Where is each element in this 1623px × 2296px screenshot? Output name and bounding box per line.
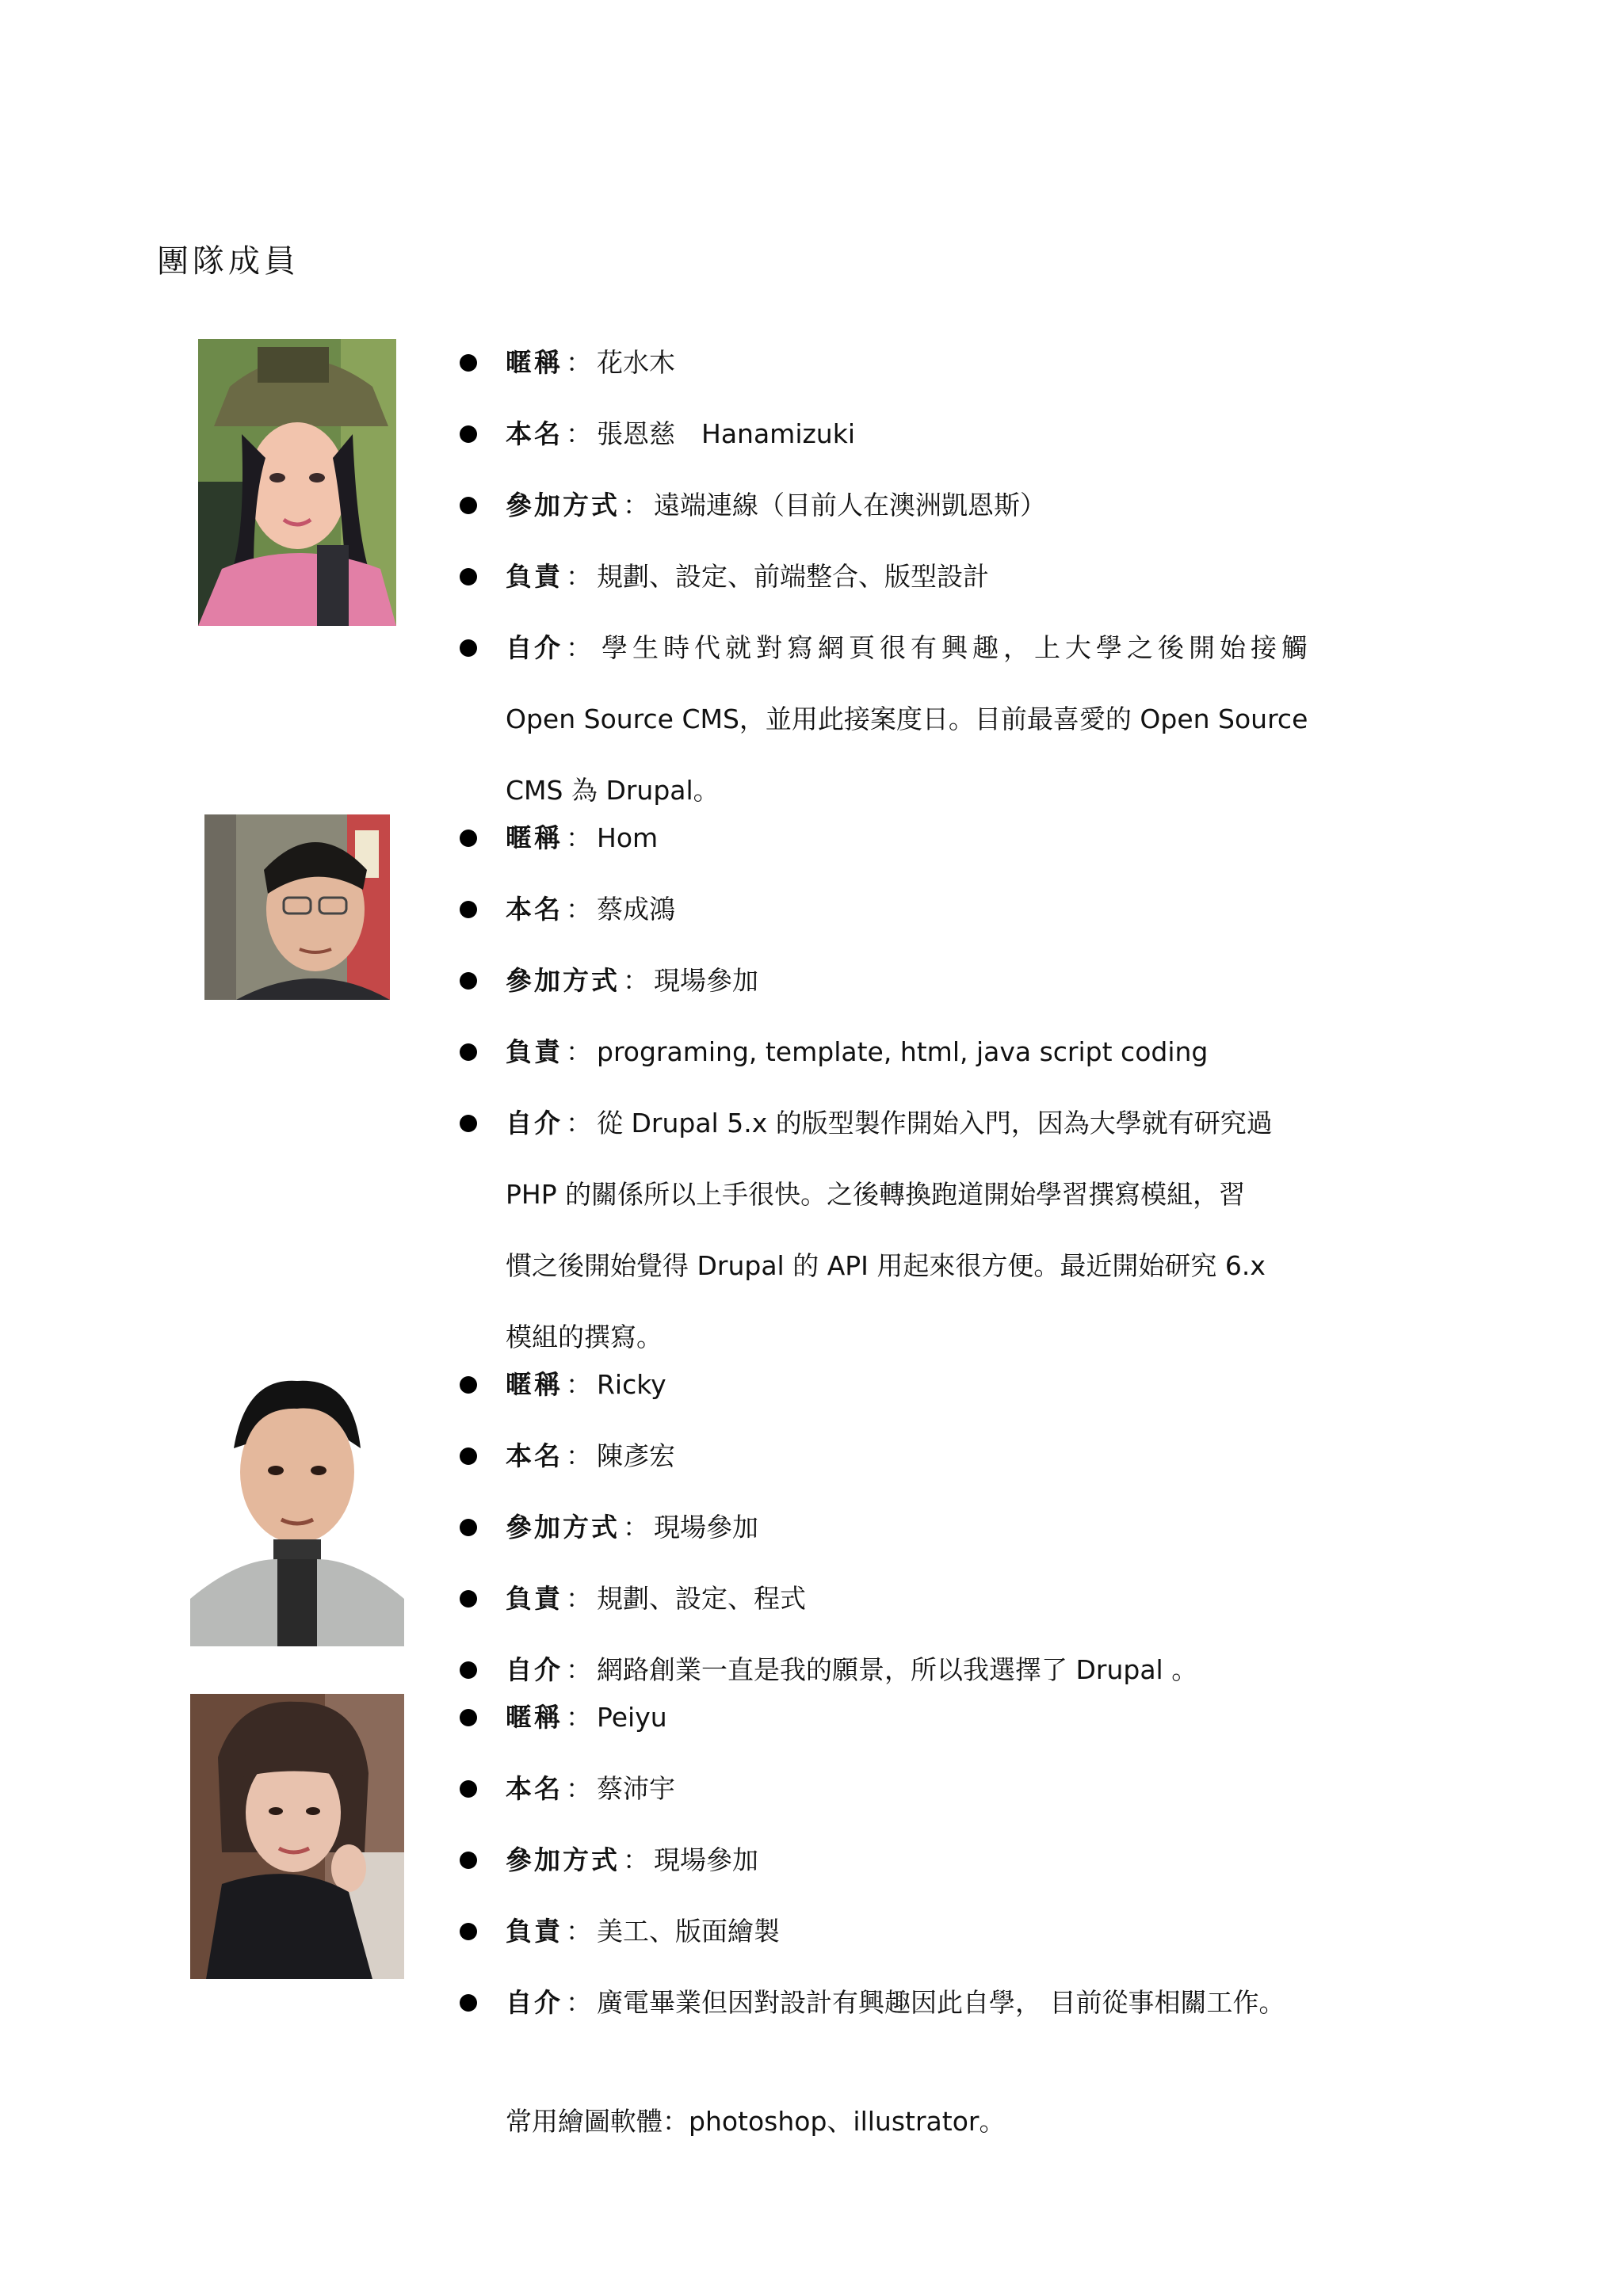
duty-value: 規劃、設定、前端整合、版型設計 [597,561,989,592]
nickname-value: 花水木 [597,347,675,378]
realname-value: 張恩慈 Hanamizuki [597,418,856,449]
colon: ： [566,1702,592,1733]
intro-item [453,1100,1325,1385]
intro-item [453,624,1325,838]
bullet-icon [460,1852,477,1869]
duty-value: 美工、版面繪製 [597,1916,780,1947]
nickname-item [453,1694,1325,1765]
join-item [453,482,1325,553]
colon: ： [623,1512,649,1543]
intro-item [453,1646,1325,1694]
join-item [453,1504,1325,1575]
colon: ： [566,1369,592,1400]
duty-label: 負責 [506,1036,563,1067]
colon: ： [566,822,592,853]
intro-line: 網路創業一直是我的願景，所以我選擇了 Drupal 。 [597,1654,1198,1685]
realname-item [453,1765,1325,1836]
bullet-icon [460,1661,477,1679]
bullet-icon [460,497,477,514]
bullet-icon [460,568,477,585]
bullet-icon [460,1519,477,1536]
join-label: 參加方式 [506,1844,620,1875]
duty-item [453,1908,1325,1979]
colon: ： [566,1916,592,1947]
colon: ： [623,490,649,521]
duty-item [453,1575,1325,1646]
bullet-icon [460,1376,477,1394]
bullet-icon [460,1447,477,1465]
member-photo [204,814,390,1000]
intro-item [453,1979,1325,2169]
member-photo [190,1361,404,1646]
colon: ： [566,1440,592,1471]
intro-label: 自介 [506,632,563,663]
join-value: 現場參加 [654,965,758,996]
intro-rest [506,1171,1325,1385]
member-photo-image [198,339,396,626]
nickname-item [453,1361,1325,1432]
duty-label: 負責 [506,1916,563,1947]
duty-value: programing, template, html, java script coding [597,1036,1209,1067]
join-item [453,957,1325,1028]
bullet-icon [460,425,477,443]
colon: ： [566,1036,592,1067]
realname-value: 蔡成鴻 [597,894,675,925]
colon: ： [566,632,597,663]
duty-value: 規劃、設定、程式 [597,1583,806,1614]
realname-label: 本名 [506,418,563,449]
colon: ： [566,894,592,925]
realname-item [453,410,1325,482]
realname-label: 本名 [506,1440,563,1471]
bullet-icon [460,1709,477,1726]
join-label: 參加方式 [506,965,620,996]
colon: ： [566,418,592,449]
intro-line: 常用繪圖軟體：photoshop、illustrator。 [506,2106,1006,2137]
duty-label: 負責 [506,1583,563,1614]
nickname-value: Hom [597,822,659,853]
colon: ： [566,1654,592,1685]
colon: ： [566,1773,592,1804]
intro-label: 自介 [506,1108,563,1138]
bullet-icon [460,354,477,372]
member-info-list [453,339,1325,838]
colon: ： [566,561,592,592]
join-label: 參加方式 [506,490,620,521]
bullet-icon [460,830,477,847]
realname-item [453,1432,1325,1504]
intro-line: 學生時代就對寫網頁很有興趣，上大學之後開始接觸 [601,632,1312,663]
bullet-icon [460,1994,477,2012]
duty-item [453,553,1325,624]
member-info-list [453,814,1325,1385]
intro-label: 自介 [506,1987,563,2018]
intro-line: 模組的撰寫。 [506,1322,663,1352]
bullet-icon [460,1923,477,1940]
join-value: 現場參加 [654,1512,758,1543]
intro-line: CMS 為 Drupal。 [506,775,720,806]
duty-label: 負責 [506,561,563,592]
nickname-label: 暱稱 [506,347,563,378]
intro-line: 從 Drupal 5.x 的版型製作開始入門，因為大學就有研究過 [597,1108,1273,1138]
member-photo-image [190,1694,404,1979]
nickname-value: Ricky [597,1369,666,1400]
join-value: 遠端連線（目前人在澳洲凱恩斯） [654,490,1046,521]
nickname-label: 暱稱 [506,1702,563,1733]
nickname-label: 暱稱 [506,1369,563,1400]
bullet-icon [460,972,477,990]
join-item [453,1836,1325,1908]
member-photo-image [204,814,390,1000]
nickname-item [453,814,1325,886]
join-label: 參加方式 [506,1512,620,1543]
bullet-icon [460,1590,477,1608]
bullet-icon [460,639,477,657]
intro-first-line [506,1646,1325,1694]
colon: ： [623,1844,649,1875]
intro-first-line [506,1100,1325,1171]
member-info-list [453,1361,1325,1694]
realname-item [453,886,1325,957]
realname-label: 本名 [506,1773,563,1804]
nickname-value: Peiyu [597,1702,667,1733]
colon: ： [566,1583,592,1614]
realname-value: 蔡沛宇 [597,1773,675,1804]
intro-rest [506,2058,1325,2169]
intro-line: Open Source CMS，並用此接案度日。目前最喜愛的 Open Source [506,704,1308,734]
bullet-icon [460,1043,477,1061]
realname-label: 本名 [506,894,563,925]
member-photo [198,339,396,626]
member-info-list [453,1694,1325,2169]
colon: ： [566,1987,592,2018]
colon: ： [623,965,649,996]
section-title: 團隊成員 [157,243,300,280]
colon: ： [566,1108,592,1138]
intro-label: 自介 [506,1654,563,1685]
intro-first-line [506,624,1325,696]
member-photo [190,1694,404,1979]
intro-line: 慣之後開始覺得 Drupal 的 API 用起來很方便。最近開始研究 6.x [506,1250,1266,1281]
duty-item [453,1028,1325,1100]
intro-line: PHP 的關係所以上手很快。之後轉換跑道開始學習撰寫模組，習 [506,1179,1246,1210]
bullet-icon [460,1115,477,1132]
member-photo-image [190,1361,404,1646]
nickname-item [453,339,1325,410]
bullet-icon [460,901,477,918]
nickname-label: 暱稱 [506,822,563,853]
intro-first-line [506,1979,1325,2050]
realname-value: 陳彥宏 [597,1440,675,1471]
bullet-icon [460,1780,477,1798]
join-value: 現場參加 [654,1844,758,1875]
colon: ： [566,347,592,378]
intro-line: 廣電畢業但因對設計有興趣因此自學， 目前從事相關工作。 [597,1987,1285,2018]
